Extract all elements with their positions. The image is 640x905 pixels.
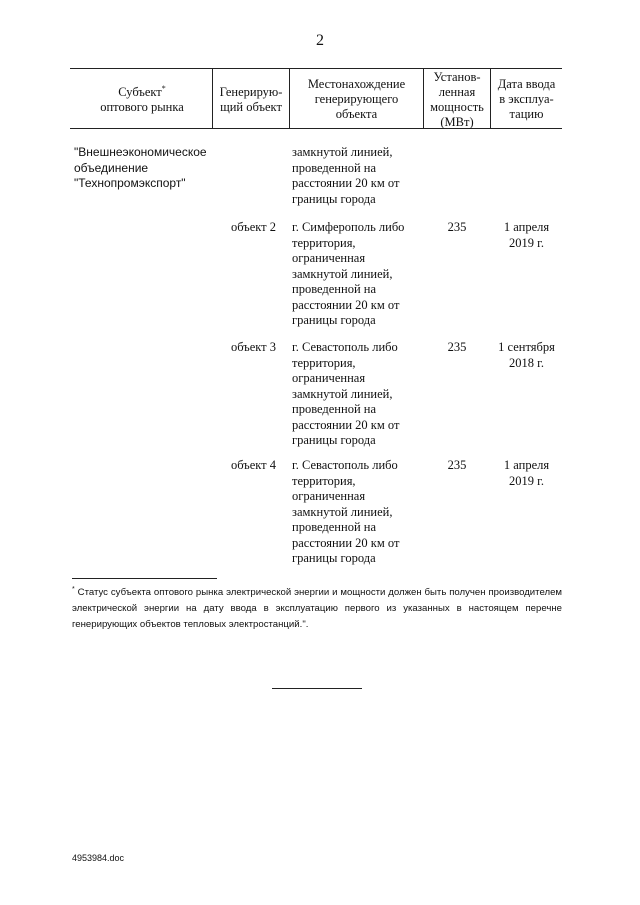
row-object-2: объект 2 xyxy=(230,220,276,234)
footnote-mark: * xyxy=(72,585,75,593)
footnote xyxy=(72,585,562,633)
page-number: 2 xyxy=(316,32,324,49)
header-subject-line2: оптового рынка xyxy=(100,100,184,114)
row-object-3: объект 3 xyxy=(230,340,276,354)
header-capacity: Установ- ленная мощность (МВт) xyxy=(430,70,484,129)
header-location: Местонахождение генерирующего объекта xyxy=(307,77,406,121)
table-top-rule xyxy=(70,68,562,69)
row-location-2: г. Симферополь либо территория, ограниченная замкнутой линией, проведенной на расстоянии 20 км от границы города xyxy=(292,220,405,327)
first-row-location: замкнутой линией, проведенной на расстоянии 20 км от границы города xyxy=(292,145,400,206)
document-filename: 4953984.doc xyxy=(72,853,125,863)
row-date-3: 1 сентября 2018 г. xyxy=(498,340,555,370)
end-rule xyxy=(272,688,362,689)
header-subject-mark: * xyxy=(161,83,166,93)
row-object-4: объект 4 xyxy=(230,458,276,472)
footnote-rule xyxy=(72,578,217,579)
row-capacity-2: 235 xyxy=(447,220,467,234)
header-date: Дата ввода в эксплуа- тацию xyxy=(497,77,556,121)
header-object: Генерирую- щий объект xyxy=(219,85,283,114)
subject-cell: "Внешнеэкономическое объединение "Технопромэкспорт" xyxy=(74,145,207,190)
row-date-4: 1 апреля 2019 г. xyxy=(503,458,550,488)
row-capacity-4: 235 xyxy=(447,458,467,472)
footnote-text: Статус субъекта оптового рынка электрической энергии и мощности должен быть получен производителем электрической энергии на дату ввода в эксплуатацию первого из указанных в настоящем перечне генерирующих объектов тепловых электростанций. xyxy=(72,587,562,630)
header-subject-line1: Субъект xyxy=(118,85,162,99)
row-capacity-3: 235 xyxy=(447,340,467,354)
row-location-4: г. Севастополь либо территория, ограниченная замкнутой линией, проведенной на расстоянии 20 км от границы города xyxy=(292,458,400,565)
row-location-3: г. Севастополь либо территория, ограниченная замкнутой линией, проведенной на расстоянии 20 км от границы города xyxy=(292,340,400,447)
footnote-closing: ". xyxy=(302,619,309,630)
header-subject xyxy=(72,85,212,115)
row-date-2: 1 апреля 2019 г. xyxy=(503,220,550,250)
